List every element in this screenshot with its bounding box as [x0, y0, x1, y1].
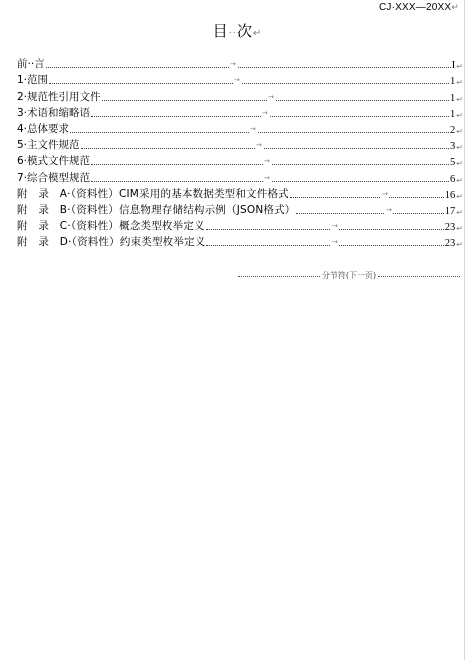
- tab-mark: →: [230, 60, 236, 69]
- paragraph-mark: ↵: [456, 207, 463, 217]
- toc-entry-label: 附 录 B·（资料性）信息物理存储结构示例（JSON格式）: [17, 203, 296, 216]
- toc-title-left: 目: [212, 22, 229, 40]
- toc-entry-page-number: I: [451, 60, 456, 72]
- toc-entry-page-number: 1: [450, 108, 456, 120]
- paragraph-mark: ↵: [456, 240, 463, 250]
- toc-dot-leader: [102, 92, 450, 101]
- tab-mark: →: [386, 205, 392, 214]
- toc-entry[interactable]: [17, 71, 463, 87]
- toc-entry[interactable]: [17, 201, 463, 217]
- section-break: [238, 270, 460, 281]
- toc-entry[interactable]: [17, 120, 463, 136]
- toc-entry-label: 6·模式文件规范: [17, 155, 91, 168]
- section-break-leader-right: [378, 276, 460, 277]
- toc-dot-leader: [46, 60, 451, 69]
- toc-entry-page-number: 1: [450, 92, 456, 104]
- section-break-leader-left: [238, 276, 320, 277]
- toc-entry-page-number: 23: [444, 238, 456, 250]
- tab-mark: →: [234, 76, 240, 85]
- tab-mark: →: [332, 238, 338, 247]
- toc-entry[interactable]: [17, 87, 463, 103]
- tab-mark: →: [268, 92, 274, 101]
- paragraph-mark: ↵: [456, 62, 463, 72]
- toc-dot-leader: [91, 108, 449, 117]
- paragraph-mark: ↵: [253, 28, 263, 39]
- toc-dot-leader: [290, 189, 444, 198]
- tab-mark: →: [262, 108, 268, 117]
- paragraph-mark: ↵: [456, 78, 463, 88]
- toc-dot-leader: [91, 157, 449, 166]
- document-code: CJ·XXX—20XX: [379, 2, 452, 13]
- paragraph-mark: ↵: [456, 143, 463, 153]
- toc-entry-label: 3·术语和缩略语: [17, 106, 91, 119]
- toc-entry-label: 2·规范性引用文件: [17, 90, 101, 103]
- toc-dot-leader: [206, 238, 443, 247]
- toc-entry-page-number: 16: [444, 189, 456, 201]
- toc-entry-label: 前··言: [17, 58, 45, 71]
- paragraph-mark: ↵: [456, 175, 463, 185]
- toc-entry-page-number: 6: [450, 173, 456, 185]
- paragraph-mark: ↵: [456, 110, 463, 120]
- toc-dot-leader: [70, 124, 449, 133]
- toc-entry[interactable]: [17, 217, 463, 233]
- tab-mark: →: [256, 141, 262, 150]
- toc-dot-leader: [296, 205, 443, 214]
- tab-mark: →: [382, 189, 388, 198]
- document-code-header: [379, 2, 459, 13]
- tab-mark: →: [250, 124, 256, 133]
- toc-entry[interactable]: [17, 55, 463, 71]
- toc-entry[interactable]: [17, 185, 463, 201]
- tab-mark: →: [264, 173, 270, 182]
- toc-entry-page-number: 2: [450, 124, 456, 136]
- paragraph-mark: ↵: [456, 126, 463, 136]
- toc-entry-label: 附 录 D·（资料性）约束类型枚举定义: [17, 236, 206, 249]
- toc-dot-leader: [49, 76, 449, 85]
- section-break-label: 分节符(下一页): [321, 271, 377, 280]
- toc-entry[interactable]: [17, 152, 463, 168]
- toc-entry-label: 4·总体要求: [17, 122, 70, 135]
- toc-entry[interactable]: [17, 233, 463, 249]
- toc-entry-page-number: 3: [450, 141, 456, 153]
- paragraph-mark: ↵: [451, 2, 459, 12]
- table-of-contents: [17, 55, 463, 249]
- paragraph-mark: ↵: [456, 191, 463, 201]
- toc-entry[interactable]: [17, 136, 463, 152]
- tab-mark: →: [264, 157, 270, 166]
- toc-entry-label: 附 录 C·（资料性）概念类型枚举定义: [17, 220, 205, 233]
- toc-title: [0, 20, 475, 41]
- toc-entry-label: 7·综合模型规范: [17, 171, 91, 184]
- toc-entry-label: 5·主文件规范: [17, 139, 80, 152]
- toc-dot-leader: [206, 222, 444, 231]
- toc-entry-page-number: 1: [450, 76, 456, 88]
- toc-entry-page-number: 5: [450, 157, 456, 169]
- toc-entry-page-number: 17: [444, 205, 456, 217]
- paragraph-mark: ↵: [456, 94, 463, 104]
- toc-entry-label: 附 录 A·（资料性）CIM采用的基本数据类型和文件格式: [17, 187, 289, 200]
- toc-entry[interactable]: [17, 168, 463, 184]
- toc-dot-leader: [81, 141, 450, 150]
- paragraph-mark: ↵: [456, 159, 463, 169]
- paragraph-mark: ↵: [456, 224, 463, 234]
- toc-entry-label: 1·范围: [17, 74, 49, 87]
- toc-title-spacer: ··: [228, 28, 237, 39]
- tab-mark: →: [332, 222, 338, 231]
- toc-title-right: 次: [236, 22, 253, 40]
- toc-entry[interactable]: [17, 104, 463, 120]
- toc-dot-leader: [91, 173, 449, 182]
- toc-entry-page-number: 23: [444, 222, 456, 234]
